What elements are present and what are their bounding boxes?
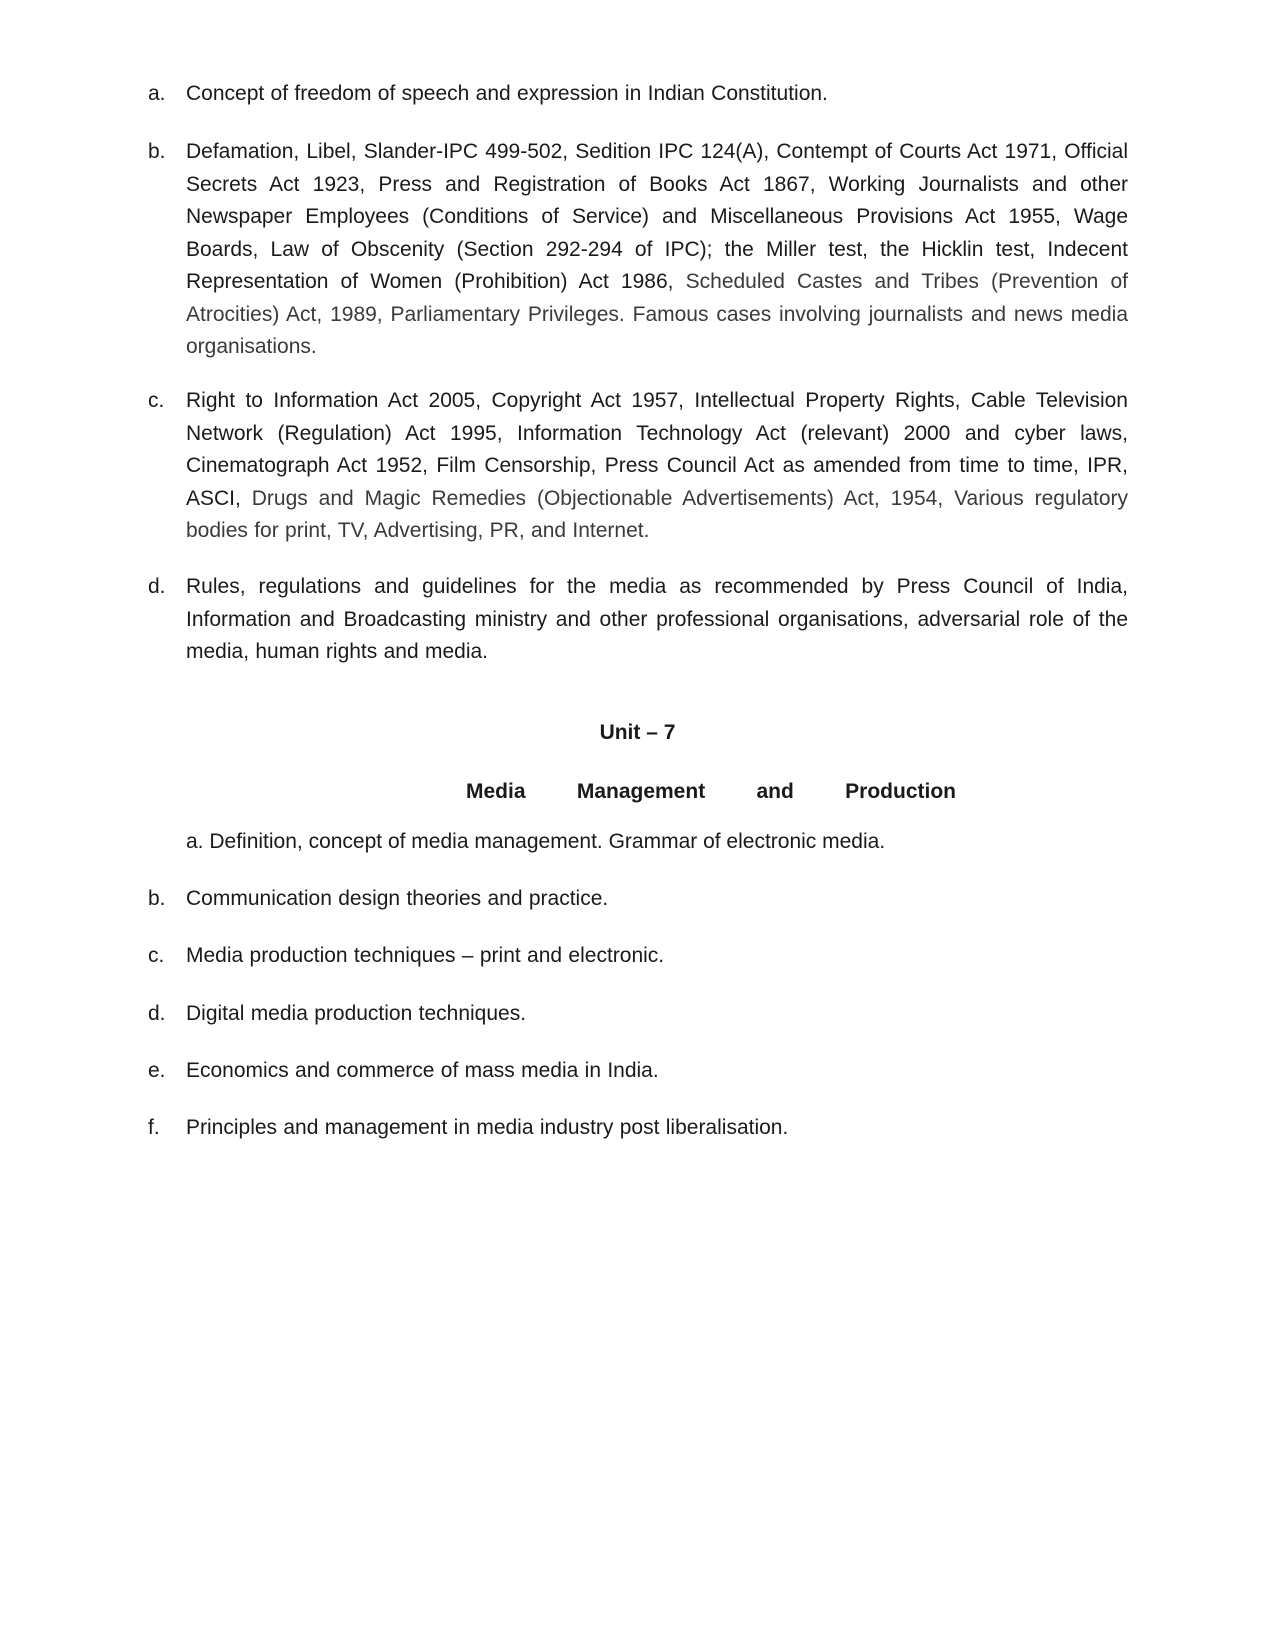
- list-item-b: [148, 136, 1128, 364]
- list-item-text: [186, 136, 1128, 364]
- list-item-text: Rules, regulations and guidelines for the media as recommended by Press Council of India, Information and Broadcasting ministry and other professional organisations, adversarial role of the media, human rights and media.: [186, 575, 1128, 663]
- list-marker: d.: [148, 1002, 166, 1025]
- list-item-text-main: Defamation, Libel, Slander-IPC 499-502, Sedition IPC 124(A), Contempt of Courts Act 1971, Official Secrets Act 1923, Press and Registration of Books Act 1867, Working Journalists and other Newspaper Employees (Conditions of Service) and Miscellaneous Provisions Act 1955, Wage Boards, Law of Obscenity (Section 292-294 of IPC); the Miller test, the Hicklin test, Indecent Representation of Women (Prohibition) Act 1986,: [186, 140, 1128, 293]
- list-item-text: Principles and management in media industry post liberalisation.: [186, 1116, 789, 1139]
- list-marker: b.: [148, 887, 166, 910]
- list-item-unit7-e: [148, 1055, 1128, 1088]
- list-item-unit7-f: [148, 1112, 1128, 1145]
- list-marker: d.: [148, 575, 166, 598]
- list-item-unit7-c: [148, 940, 1128, 973]
- list-item-text: [186, 385, 1128, 548]
- list-marker: e.: [148, 1059, 166, 1082]
- list-item-unit7-a: a. Definition, concept of media management. Grammar of electronic media.: [186, 830, 886, 853]
- list-item-unit7-b: [148, 883, 1128, 916]
- unit-title: Unit – 7: [599, 721, 676, 744]
- list-item-text-continued: Drugs and Magic Remedies (Objectionable Advertisements) Act, 1954, Various regulatory bodies for print, TV, Advertising, PR, and Internet.: [186, 486, 1128, 542]
- list-item-text: Digital media production techniques.: [186, 1002, 527, 1025]
- list-item-d: [148, 571, 1128, 669]
- list-item-c: [148, 385, 1128, 548]
- section-heading: [466, 776, 956, 808]
- list-item-text: Concept of freedom of speech and expression in Indian Constitution.: [186, 82, 828, 105]
- heading-word: Media: [466, 780, 526, 803]
- list-marker: b.: [148, 140, 166, 163]
- heading-word: and: [756, 780, 794, 803]
- heading-word: Management: [576, 780, 706, 803]
- list-marker: c.: [148, 389, 165, 412]
- list-item-text: Economics and commerce of mass media in India.: [186, 1059, 659, 1082]
- list-marker: a.: [148, 82, 166, 105]
- list-item-text: Communication design theories and practice.: [186, 887, 609, 910]
- list-item-text-main: Right to Information Act 2005, Copyright Act 1957, Intellectual Property Rights, Cable Television Network (Regulation) Act 1995, Information Technology Act (relevant) 2000 and cyber laws, Cinematograph Act 1952, Film Censorship, Press Council Act as amended from time to time, IPR, ASCI,: [186, 389, 1128, 510]
- list-marker: f.: [148, 1116, 160, 1139]
- list-marker: c.: [148, 944, 165, 967]
- list-item-a: [148, 78, 1128, 111]
- list-item-text-continued: Scheduled Castes and Tribes (Prevention of Atrocities) Act, 1989, Parliamentary Privileges. Famous cases involving journalists and news media organisations.: [186, 270, 1129, 358]
- heading-word: Production: [845, 780, 956, 803]
- list-item-unit7-d: [148, 998, 1128, 1031]
- list-item-text: Media production techniques – print and electronic.: [186, 944, 665, 967]
